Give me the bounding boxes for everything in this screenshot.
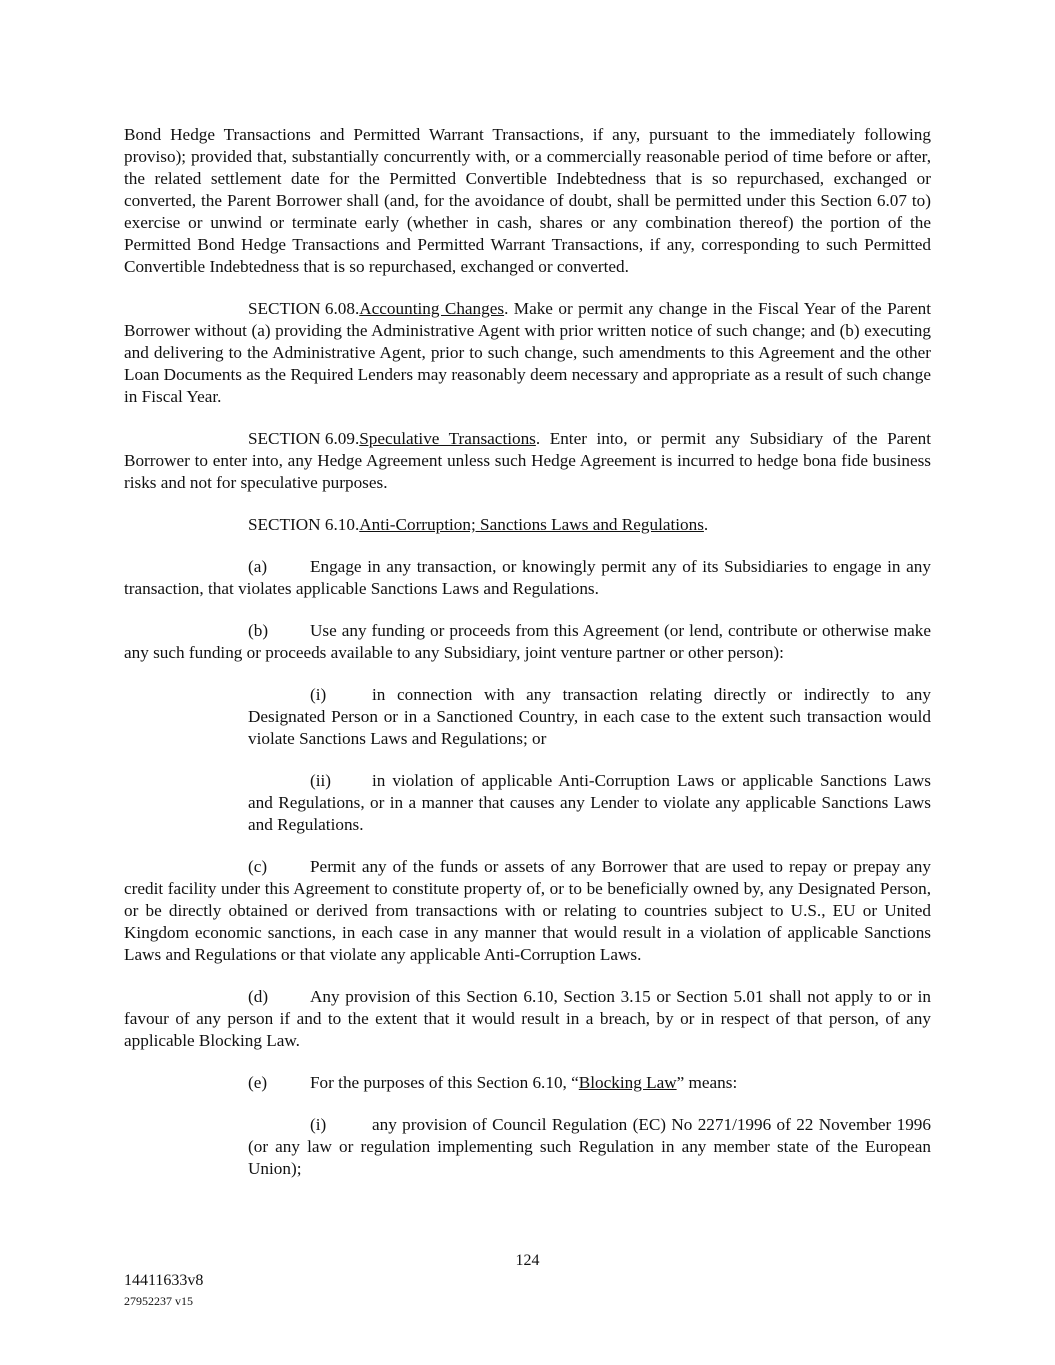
- paragraph-continuation: Bond Hedge Transactions and Permitted Warrant Transactions, if any, pursuant to the immediately following proviso); provided that, substantially concurrently with, or a commercially reasonable period of time before or after, the related settlement date for the Permitted Convertible Indebtedness that is so repurchased, exchanged or converted, the Parent Borrower shall (and, for the avoidance of doubt, shall be permitted under this Section 6.07 to) exercise or unwind or terminate early (whether in cash, shares or any combination thereof) the portion of the Permitted Bond Hedge Transactions and Permitted Warrant Transactions, if any, corresponding to such Permitted Convertible Indebtedness that is so repurchased, exchanged or converted.: [124, 125, 931, 276]
- clause-label: (c): [248, 857, 268, 876]
- clause-label: (d): [248, 987, 269, 1006]
- clause-text: Engage in any transaction, or knowingly permit any of its Subsidiaries to engage in any transaction, that violates applicable Sanctions Laws and Regulations.: [124, 557, 931, 598]
- section-number: SECTION 6.09.: [248, 429, 360, 448]
- clause-c: [124, 856, 931, 966]
- defined-term: Blocking Law: [578, 1073, 677, 1092]
- clause-text: any provision of Council Regulation (EC) No 2271/1996 of 22 November 1996 (or any law or regulation implementing such Regulation in any member state of the European Union);: [248, 1115, 931, 1178]
- section-title: Accounting Changes: [359, 299, 505, 318]
- clause-text: Any provision of this Section 6.10, Section 3.15 or Section 5.01 shall not apply to or in favour of any person if and to the extent that it would result in a breach, by or in respect of that person, of any applicable Blocking Law.: [124, 987, 931, 1050]
- clause-label: (i): [310, 1115, 327, 1134]
- clause-text-post: ” means:: [676, 1073, 738, 1092]
- clause-text: in connection with any transaction relating directly or indirectly to any Designated Person or in a Sanctioned Country, in each case to the extent such transaction would violate Sanctions Laws and Regulations; or: [248, 685, 931, 748]
- section-title: Speculative Transactions: [359, 429, 536, 448]
- clause-b: [124, 620, 931, 664]
- clause-d: [124, 986, 931, 1052]
- section-6-08: [124, 298, 931, 408]
- document-id: 14411633v8: [124, 1272, 204, 1289]
- section-body: .: [703, 515, 709, 534]
- section-title: Anti-Corruption; Sanctions Laws and Regulations: [359, 515, 704, 534]
- section-body: . Enter into, or permit any Subsidiary of the Parent Borrower to enter into, any Hedge Agreement unless such Hedge Agreement is incurred to hedge bona fide business risks and not for speculative purposes.: [124, 429, 931, 492]
- clause-label: (i): [310, 685, 327, 704]
- section-number: SECTION 6.10.: [248, 515, 360, 534]
- section-body: . Make or permit any change in the Fiscal Year of the Parent Borrower without (a) providing the Administrative Agent with prior written notice of such change; and (b) executing and delivering to the Administrative Agent, prior to such change, such amendments to this Agreement and the other Loan Documents as the Required Lenders may reasonably deem necessary and appropriate as a result of such change in Fiscal Year.: [124, 299, 931, 406]
- clause-e: [124, 1072, 931, 1094]
- clause-text-pre: For the purposes of this Section 6.10, “: [310, 1073, 579, 1092]
- section-number: SECTION 6.08.: [248, 299, 360, 318]
- clause-text: Use any funding or proceeds from this Agreement (or lend, contribute or otherwise make any such funding or proceeds available to any Subsidiary, joint venture partner or other person):: [124, 621, 931, 662]
- clause-text: in violation of applicable Anti-Corruption Laws or applicable Sanctions Laws and Regulations, or in a manner that causes any Lender to violate any applicable Sanctions Laws and Regulations.: [248, 771, 931, 834]
- document-id-secondary: 27952237 v15: [124, 1294, 193, 1308]
- section-6-09: [124, 428, 931, 494]
- clause-label: (a): [248, 557, 268, 576]
- clause-label: (b): [248, 621, 269, 640]
- clause-b-i: [248, 684, 931, 750]
- clause-label: (e): [248, 1073, 268, 1092]
- clause-text: Permit any of the funds or assets of any Borrower that are used to repay or prepay any credit facility under this Agreement to constitute property of, or to be beneficially owned by, any Designated Person, or be directly obtained or derived from transactions with or relating to countries subject to U.S., EU or United Kingdom economic sanctions, in each case in any manner that would result in a violation of applicable Sanctions Laws and Regulations or that violate any applicable Anti-Corruption Laws.: [124, 857, 931, 964]
- clause-b-ii: [248, 770, 931, 836]
- page-number: 124: [515, 1252, 540, 1269]
- document-body: [124, 124, 931, 1180]
- section-6-10: [124, 514, 931, 536]
- clause-e-i: [248, 1114, 931, 1180]
- clause-label: (ii): [310, 771, 331, 790]
- clause-a: [124, 556, 931, 600]
